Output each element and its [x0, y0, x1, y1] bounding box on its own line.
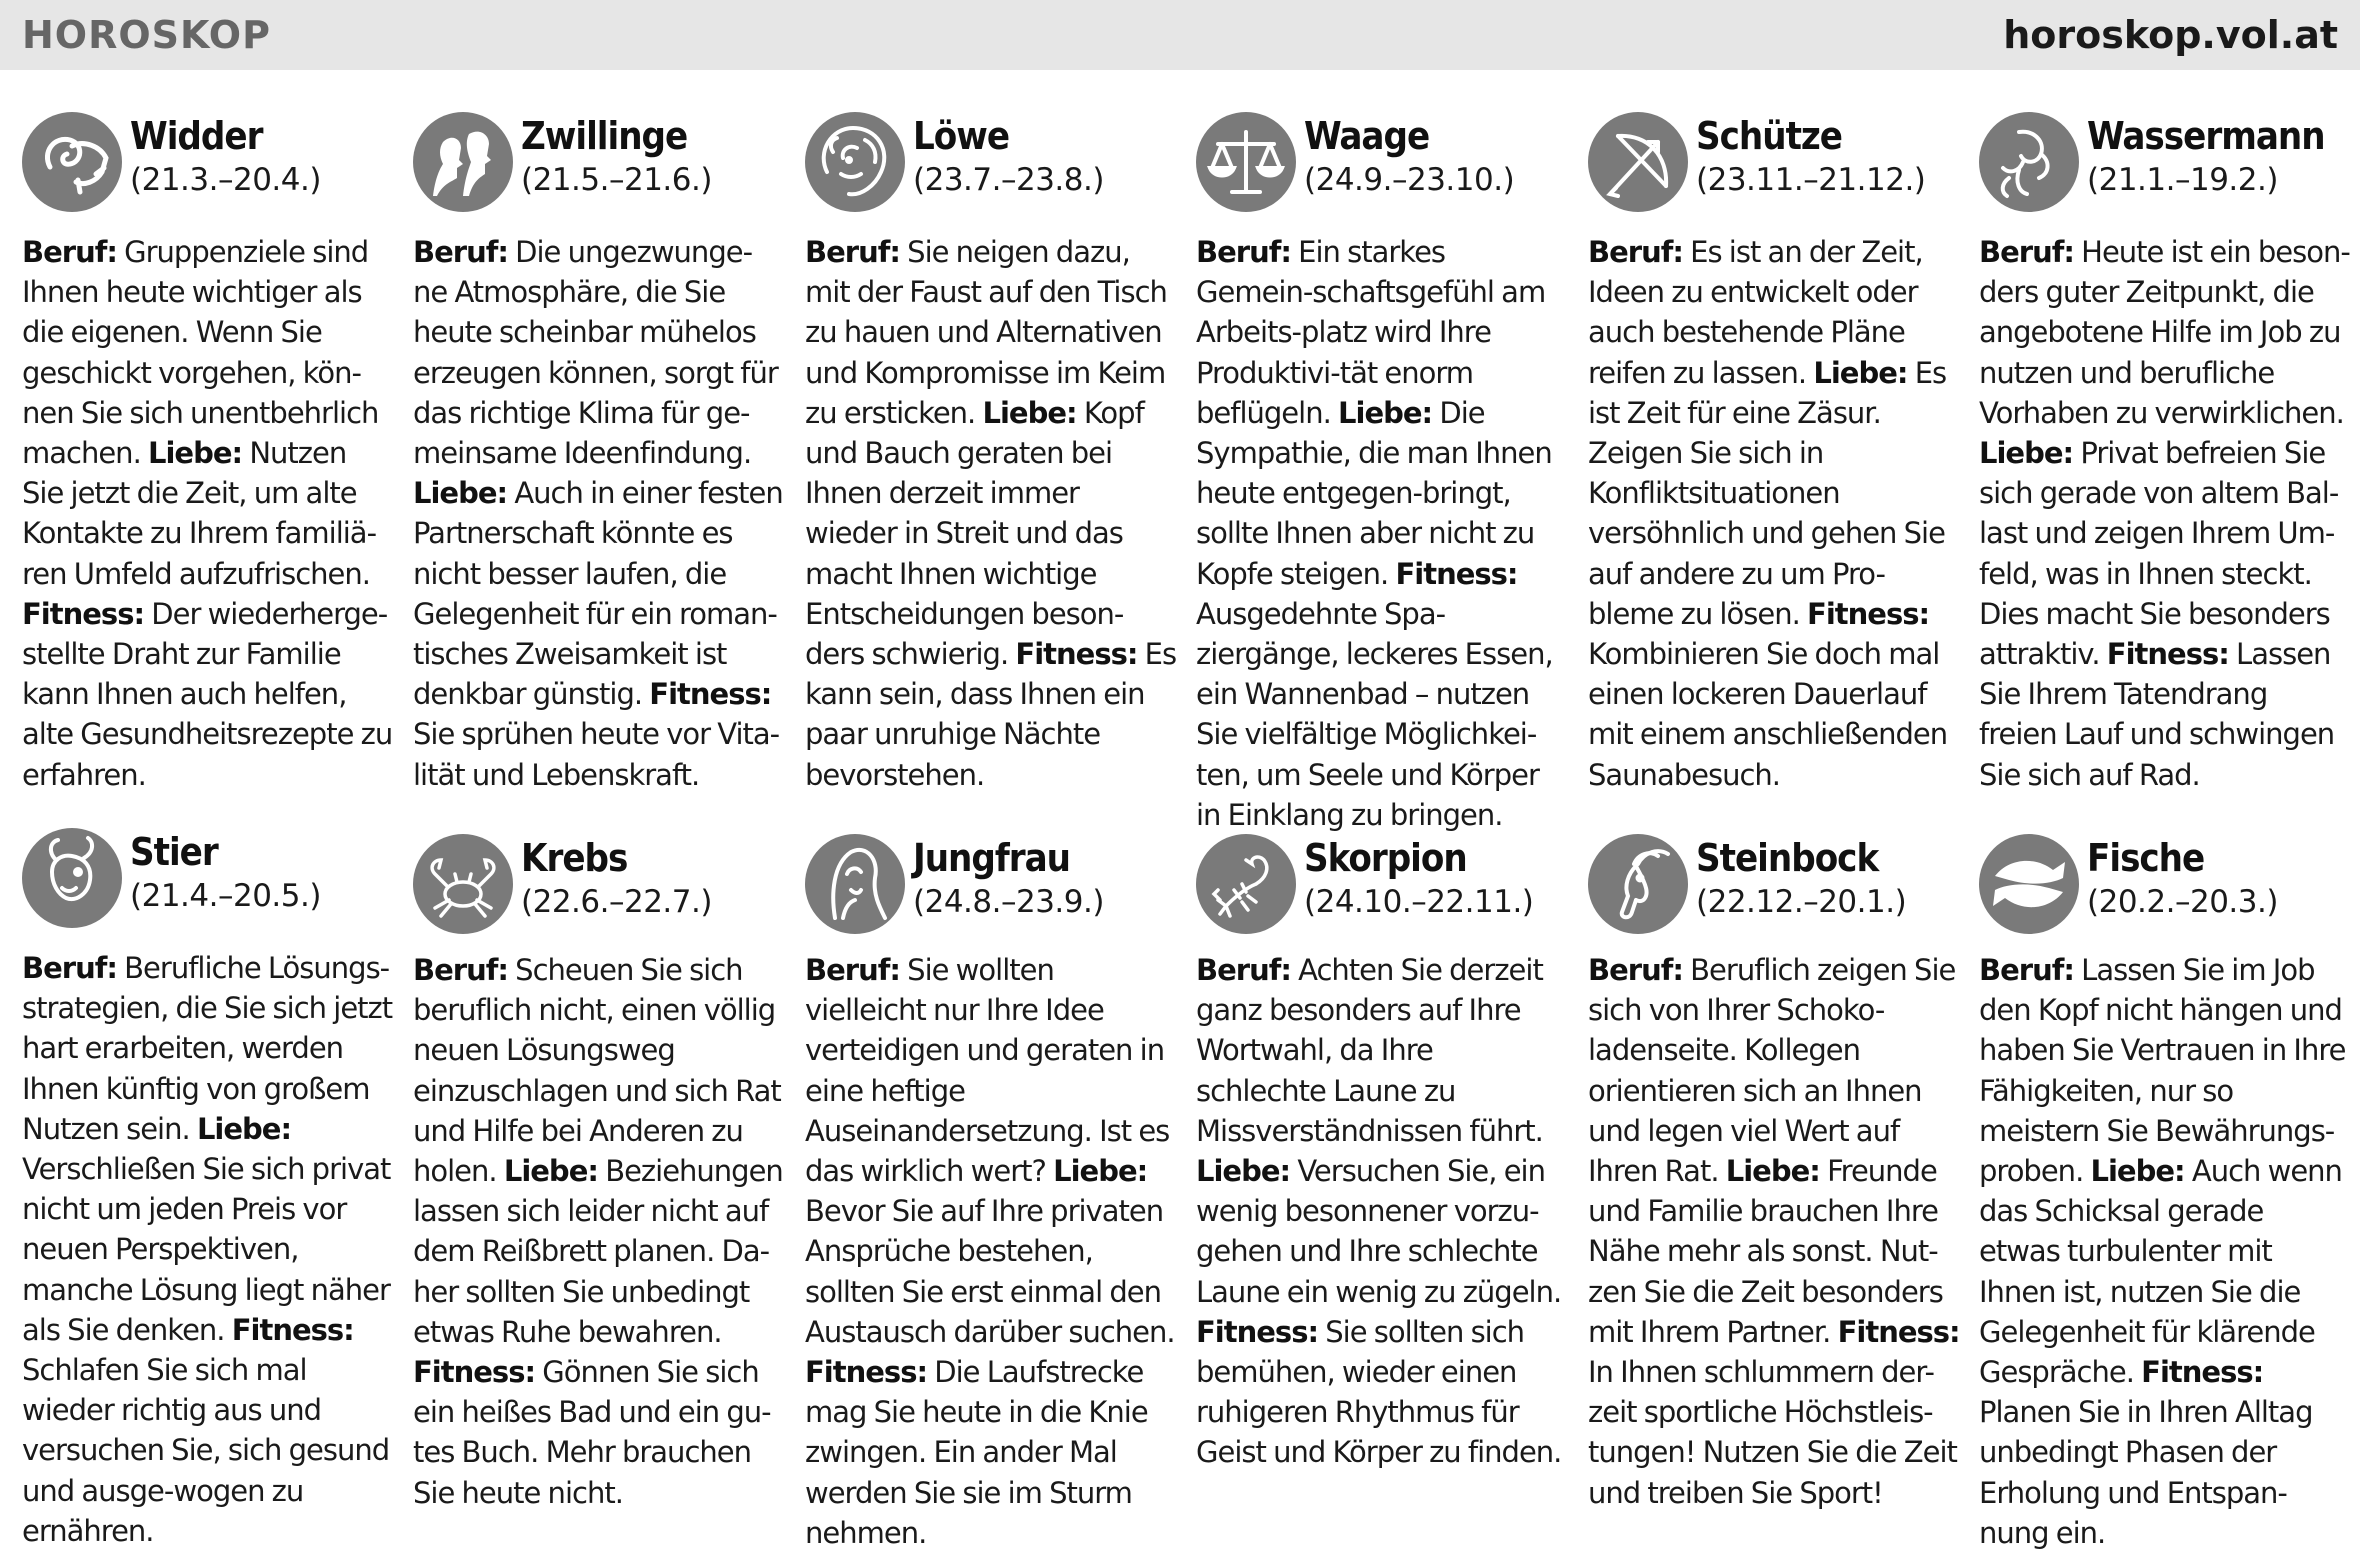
sign-forecast — [1588, 232, 1960, 795]
sign-dates: (21.1.–19.2.) — [2087, 162, 2278, 198]
label-beruf: Beruf: — [805, 235, 900, 269]
water-bearer-icon — [1979, 112, 2079, 212]
text-fitness: Sie sollten sich bemühen, wieder einen ruhigeren Rhythmus für Geist und Körper zu finden. — [1196, 1314, 1562, 1470]
sign-name: Widder — [130, 114, 263, 158]
text-beruf: Achten Sie derzeit ganz besonders auf Ihre Wortwahl, da Ihre schlechte Laune zu Missverständnissen führt. — [1196, 953, 1543, 1148]
bull-icon — [22, 828, 122, 928]
label-liebe: Liebe: — [1338, 395, 1433, 430]
sign-card-zwillinge — [413, 112, 785, 795]
sign-name: Löwe — [913, 114, 1010, 158]
text-liebe: Bevor Sie auf Ihre privaten Ansprüche bestehen, sollten Sie erst einmal den Austausch darüber suchen. — [805, 1194, 1175, 1349]
sign-name: Waage — [1304, 114, 1430, 158]
text-fitness: Es kann sein, dass Ihnen ein paar unruhige Nächte bevorstehen. — [805, 637, 1177, 792]
text-fitness: Planen Sie in Ihren Alltag unbedingt Phasen der Erholung und Entspan-nung ein. — [1979, 1395, 2313, 1550]
sign-dates: (22.6.–22.7.) — [521, 884, 712, 920]
sign-name: Wassermann — [2087, 114, 2325, 158]
sign-card-loewe — [805, 112, 1177, 795]
sign-forecast — [1979, 950, 2351, 1553]
label-beruf: Beruf: — [1979, 235, 2074, 269]
sign-name: Jungfrau — [913, 836, 1071, 880]
label-liebe: Liebe: — [1813, 355, 1908, 390]
sign-dates: (23.11.–21.12.) — [1696, 162, 1926, 198]
ibex-icon — [1588, 834, 1688, 934]
sign-dates: (21.5.–21.6.) — [521, 162, 712, 198]
label-liebe: Liebe: — [982, 395, 1077, 430]
sign-forecast — [1196, 232, 1568, 835]
text-fitness: Der wiederherge-stellte Draht zur Familie kann Ihnen auch helfen, alte Gesundheitsrezepte zu erfahren. — [22, 596, 393, 792]
label-liebe: Liebe: — [1979, 436, 2074, 471]
label-fitness: Fitness: — [231, 1312, 354, 1347]
text-beruf: Scheuen Sie sich beruflich nicht, einen völlig neuen Lösungsweg einzuschlagen und sich Rat und Hilfe bei Anderen zu holen. — [413, 953, 781, 1189]
archer-icon — [1588, 112, 1688, 212]
sign-card-wassermann — [1979, 112, 2351, 795]
sign-forecast — [1979, 232, 2351, 795]
label-fitness: Fitness: — [1196, 1314, 1319, 1349]
sign-forecast — [22, 948, 394, 1551]
sign-dates: (24.10.–22.11.) — [1304, 884, 1534, 920]
label-beruf: Beruf: — [22, 951, 117, 985]
sign-dates: (20.2.–20.3.) — [2087, 884, 2278, 920]
text-fitness: In Ihnen schlummern der-zeit sportliche Höchstleis-tungen! Nutzen Sie die Zeit und treiben Sie Sport! — [1588, 1355, 1957, 1510]
sign-card-stier — [22, 828, 394, 1551]
page-header — [0, 0, 2360, 70]
sign-dates: (23.7.–23.8.) — [913, 162, 1104, 198]
text-liebe: Auch in einer festen Partnerschaft könnte es nicht besser laufen, die Gelegenheit für ein roman-tisches Zweisamkeit ist denkbar günstig. — [413, 476, 783, 712]
horoscope-grid — [0, 70, 2360, 1550]
text-fitness: Die Laufstrecke mag Sie heute in die Knie zwingen. Ein ander Mal werden Sie sie im Sturm nehmen. — [805, 1355, 1148, 1550]
virgin-icon — [805, 834, 905, 934]
text-fitness: Gönnen Sie sich ein heißes Bad und ein gu-tes Buch. Mehr brauchen Sie heute nicht. — [413, 1355, 771, 1510]
text-liebe: Freunde und Familie brauchen Ihre Nähe mehr als sonst. Nut-zen Sie die Zeit besonders mit Ihrem Partner. — [1588, 1154, 1943, 1349]
sign-dates: (24.8.–23.9.) — [913, 884, 1104, 920]
label-liebe: Liebe: — [196, 1111, 292, 1146]
text-liebe: Verschließen Sie sich privat nicht um jeden Preis vor neuen Perspektiven, manche Lösung liegt näher als Sie denken. — [22, 1152, 391, 1347]
label-fitness: Fitness: — [649, 677, 772, 712]
label-liebe: Liebe: — [413, 476, 508, 511]
text-liebe: Nutzen Sie jetzt die Zeit, um alte Kontakte zu Ihrem familiä-ren Umfeld aufzufrischen. — [22, 436, 377, 591]
scales-icon — [1196, 112, 1296, 212]
sign-dates: (21.3.–20.4.) — [130, 162, 321, 198]
label-fitness: Fitness: — [1395, 556, 1518, 591]
text-beruf: Gruppenziele sind Ihnen heute wichtiger als die eigenen. Wenn Sie geschickt vorgehen, kön-nen Sie sich unentbehrlich machen. — [22, 235, 379, 471]
sign-name: Krebs — [521, 836, 628, 880]
sign-forecast — [1196, 950, 1568, 1473]
label-beruf: Beruf: — [22, 235, 117, 269]
label-fitness: Fitness: — [1015, 637, 1138, 672]
label-fitness: Fitness: — [22, 596, 145, 631]
label-beruf: Beruf: — [413, 953, 508, 987]
text-fitness: Schlafen Sie sich mal wieder richtig aus und versuchen Sie, sich gesund und ausge-wogen zu ernähren. — [22, 1353, 390, 1548]
text-fitness: Ausgedehnte Spa-ziergänge, leckeres Essen, ein Wannenbad – nutzen Sie vielfältige Möglichkei-ten, um Seele und Körper in Einklang zu bringen. — [1196, 596, 1553, 832]
sign-card-skorpion — [1196, 834, 1568, 1473]
text-liebe: Die Sympathie, die man Ihnen heute entgegen-bringt, sollte Ihnen aber nicht zu Kopfe steigen. — [1196, 395, 1552, 591]
text-liebe: Versuchen Sie, ein wenig besonnener vorzu-gehen und Ihre schlechte Laune ein wenig zu zügeln. — [1196, 1154, 1562, 1309]
label-fitness: Fitness: — [413, 1355, 536, 1390]
label-fitness: Fitness: — [2106, 637, 2229, 672]
label-liebe: Liebe: — [2090, 1154, 2185, 1189]
sign-card-schuetze — [1588, 112, 1960, 795]
sign-dates: (21.4.–20.5.) — [130, 878, 321, 914]
label-liebe: Liebe: — [148, 436, 243, 471]
sign-forecast — [1588, 950, 1960, 1513]
scorpion-icon — [1196, 834, 1296, 934]
label-beruf: Beruf: — [1979, 953, 2074, 987]
text-liebe: Kopf und Bauch geraten bei Ihnen derzeit immer wieder in Streit und das macht Ihnen wichtige Entscheidungen beson-ders schwierig. — [805, 395, 1144, 672]
text-beruf: Lassen Sie im Job den Kopf nicht hängen und haben Sie Vertrauen in Ihre Fähigkeiten, nur so meistern Sie Bewährungs-proben. — [1979, 953, 2346, 1189]
label-beruf: Beruf: — [1588, 953, 1683, 987]
label-liebe: Liebe: — [503, 1154, 598, 1189]
text-liebe: Auch wenn das Schicksal gerade etwas turbulenter mit Ihnen ist, nutzen Sie die Gelegenheit für klärende Gespräche. — [1979, 1154, 2342, 1390]
label-fitness: Fitness: — [2141, 1355, 2264, 1390]
text-fitness: Sie sprühen heute vor Vita-lität und Lebenskraft. — [413, 717, 780, 792]
sign-dates: (22.12.–20.1.) — [1696, 884, 1907, 920]
text-liebe: Beziehungen lassen sich leider nicht auf dem Reißbrett planen. Da-her sollten Sie unbedingt etwas Ruhe bewahren. — [413, 1154, 783, 1349]
sign-card-krebs — [413, 834, 785, 1513]
label-beruf: Beruf: — [1196, 235, 1291, 269]
label-beruf: Beruf: — [1588, 235, 1683, 269]
ram-icon — [22, 112, 122, 212]
fish-icon — [1979, 834, 2079, 934]
label-fitness: Fitness: — [1837, 1314, 1960, 1349]
sign-card-widder — [22, 112, 394, 795]
sign-forecast — [413, 950, 785, 1513]
sign-dates: (24.9.–23.10.) — [1304, 162, 1515, 198]
label-beruf: Beruf: — [1196, 953, 1291, 987]
text-beruf: Beruflich zeigen Sie sich von Ihrer Schoko-ladenseite. Kollegen orientieren sich an Ihnen und legen viel Wert auf Ihren Rat. — [1588, 953, 1956, 1189]
text-fitness: Kombinieren Sie doch mal einen lockeren Dauerlauf mit einem anschließenden Saunabesuch. — [1588, 637, 1948, 792]
label-fitness: Fitness: — [1807, 596, 1930, 631]
sign-name: Stier — [130, 830, 218, 874]
sign-name: Steinbock — [1696, 836, 1879, 880]
label-liebe: Liebe: — [1725, 1154, 1820, 1189]
lion-icon — [805, 112, 905, 212]
sign-card-jungfrau — [805, 834, 1177, 1553]
label-liebe: Liebe: — [1053, 1154, 1148, 1189]
label-beruf: Beruf: — [413, 235, 508, 269]
crab-icon — [413, 834, 513, 934]
sign-name: Skorpion — [1304, 836, 1467, 880]
twins-icon — [413, 112, 513, 212]
sign-name: Zwillinge — [521, 114, 688, 158]
label-fitness: Fitness: — [805, 1355, 928, 1390]
sign-card-steinbock — [1588, 834, 1960, 1513]
text-beruf: Sie neigen dazu, mit der Faust auf den Tisch zu hauen und Alternativen und Kompromisse im Keim zu ersticken. — [805, 235, 1167, 430]
sign-forecast — [413, 232, 785, 795]
text-beruf: Es ist an der Zeit, Ideen zu entwickelt oder auch bestehende Pläne reifen zu lassen. — [1588, 235, 1923, 390]
sign-forecast — [805, 232, 1177, 795]
text-liebe: Es ist Zeit für eine Zäsur. Zeigen Sie sich in Konfliktsituationen versöhnlich und gehen Sie auf andere zu um Pro-bleme zu lösen. — [1588, 355, 1947, 631]
sign-card-fische — [1979, 834, 2351, 1553]
sign-forecast — [805, 950, 1177, 1553]
text-liebe: Privat befreien Sie sich gerade von altem Bal-last und zeigen Ihrem Um-feld, was in Ihnen steckt. Dies macht Sie besonders attraktiv. — [1979, 436, 2339, 672]
sign-name: Fische — [2087, 836, 2205, 880]
label-liebe: Liebe: — [1196, 1154, 1291, 1189]
text-beruf: Die ungezwunge-ne Atmosphäre, die Sie heute scheinbar mühelos erzeugen können, sorgt für das richtige Klima für ge-meinsame Ideenfindung. — [413, 235, 778, 471]
text-beruf: Ein starkes Gemein-schaftsgefühl am Arbeits-platz wird Ihre Produktivi-tät enorm beflügeln. — [1196, 235, 1546, 430]
label-beruf: Beruf: — [805, 953, 900, 987]
text-beruf: Sie wollten vielleicht nur Ihre Idee verteidigen und geraten in eine heftige Auseinandersetzung. Ist es das wirklich wert? — [805, 953, 1170, 1189]
text-fitness: Lassen Sie Ihrem Tatendrang freien Lauf und schwingen Sie sich auf Rad. — [1979, 637, 2335, 792]
site-url[interactable]: horoskop.vol.at — [2003, 13, 2338, 57]
page-title: HOROSKOP — [22, 13, 271, 57]
sign-forecast — [22, 232, 394, 795]
sign-name: Schütze — [1696, 114, 1843, 158]
text-beruf: Heute ist ein beson-ders guter Zeitpunkt, die angebotene Hilfe im Job zu nutzen und berufliche Vorhaben zu verwirklichen. — [1979, 235, 2350, 430]
text-beruf: Berufliche Lösungs-strategien, die Sie sich jetzt hart erarbeiten, werden Ihnen künftig von großem Nutzen sein. — [22, 951, 393, 1146]
sign-card-waage — [1196, 112, 1568, 835]
